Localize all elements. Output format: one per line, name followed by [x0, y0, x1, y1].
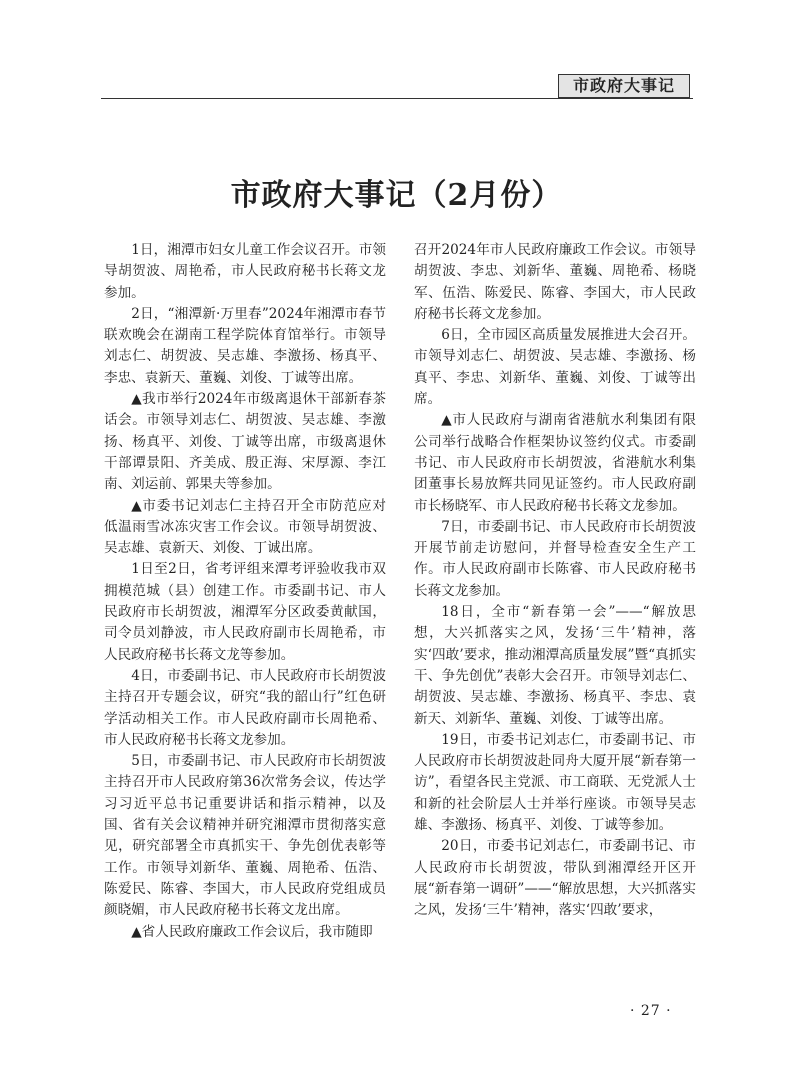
paragraph: 20日，市委书记刘志仁，市委副书记、市人民政府市长胡贺波，带队到湘潭经开区开展“新春第一调研”——“解放思想，大兴抓落实之风，发扬‘三牛’精神，落实‘四敢’要求，	[414, 838, 696, 919]
right-column	[414, 240, 696, 922]
paragraph: 1日，湘潭市妇女儿童工作会议召开。市领导胡贺波、周艳希，市人民政府秘书长蒋文龙参加。	[104, 242, 386, 301]
paragraph-continued: 召开2024年市人民政府廉政工作会议。市领导胡贺波、李忠、刘新华、董巍、周艳希、杨晓军、伍浩、陈爱民、陈睿、李国大，市人民政府秘书长蒋文龙参加。	[414, 242, 696, 322]
page-number: · 27 ·	[630, 1003, 672, 1019]
left-column	[104, 240, 386, 943]
paragraph: ▲我市举行2024年市级离退休干部新春茶话会。市领导刘志仁、胡贺波、吴志雄、李激扬、杨真平、刘俊、丁诚等出席，市级离退休干部谭景阳、齐美成、殷正海、宋厚源、李江南、刘运前、郭果夫等参加。	[104, 391, 386, 493]
section-tag: 市政府大事记	[558, 74, 690, 98]
paragraph: ▲市委书记刘志仁主持召开全市防范应对低温雨雪冰冻灾害工作会议。市领导胡贺波、吴志雄、袁新天、刘俊、丁诚出席。	[104, 497, 386, 557]
paragraph: 5日，市委副书记、市人民政府市长胡贺波主持召开市人民政府第36次常务会议，传达学习习近平总书记重要讲话和指示精神，以及国、省有关会议精神并研究湘潭市贯彻落实意见，研究部署全市真抓实干、争先创优表彰等工作。市领导刘新华、董巍、周艳希、伍浩、陈爱民、陈睿、李国大，市人民政府党组成员颜晓媚，市人民政府秘书长蒋文龙出席。	[104, 753, 386, 919]
paragraph: 19日，市委书记刘志仁，市委副书记、市人民政府市长胡贺波赴同舟大厦开展“新春第一访”，看望各民主党派、市工商联、无党派人士和新的社会阶层人士并举行座谈。市领导吴志雄、李激扬、杨真平、刘俊、丁诚等参加。	[414, 731, 696, 834]
paragraph: 2日，“湘潭新·万里春”2024年湘潭市春节联欢晚会在湖南工程学院体育馆举行。市领导刘志仁、胡贺波、吴志雄、李激扬、杨真平、李忠、袁新天、董巍、刘俊、丁诚等出席。	[104, 305, 386, 386]
paragraph: 7日，市委副书记、市人民政府市长胡贺波开展节前走访慰问，并督导检查安全生产工作。市人民政府副市长陈睿、市人民政府秘书长蒋文龙参加。	[414, 518, 696, 599]
header-rule	[101, 98, 693, 99]
paragraph: ▲省人民政府廉政工作会议后，我市随即	[131, 923, 373, 940]
paragraph: ▲市人民政府与湖南省港航水利集团有限公司举行战略合作框架协议签约仪式。市委副书记、市人民政府市长胡贺波，省港航水利集团董事长易放辉共同见证签约。市人民政府副市长杨晓军、市人民政府秘书长蒋文龙参加。	[414, 412, 696, 514]
paragraph: 1日至2日，省考评组来潭考评验收我市双拥模范城（县）创建工作。市委副书记、市人民政府市长胡贺波，湘潭军分区政委黄献国，司令员刘静波，市人民政府副市长周艳希，市人民政府秘书长蒋文龙等参加。	[104, 561, 386, 663]
page-title: 市政府大事记（2月份）	[230, 178, 563, 213]
paragraph: 18日，全市“新春第一会”——“解放思想，大兴抓落实之风，发扬‘三牛’精神，落实‘四敢’要求，推动湘潭高质量发展”暨“真抓实干、争先创优”表彰大会召开。市领导刘志仁、胡贺波、吴志雄、李激扬、杨真平、李忠、袁新天、刘新华、董巍、刘俊、丁诚等出席。	[414, 604, 696, 727]
paragraph: 6日，全市园区高质量发展推进大会召开。市领导刘志仁、胡贺波、吴志雄、李激扬、杨真平、李忠、刘新华、董巍、刘俊、丁诚等出席。	[414, 327, 696, 408]
paragraph: 4日，市委副书记、市人民政府市长胡贺波主持召开专题会议，研究“我的韶山行”红色研学活动相关工作。市人民政府副市长周艳希、市人民政府秘书长蒋文龙参加。	[104, 667, 386, 748]
